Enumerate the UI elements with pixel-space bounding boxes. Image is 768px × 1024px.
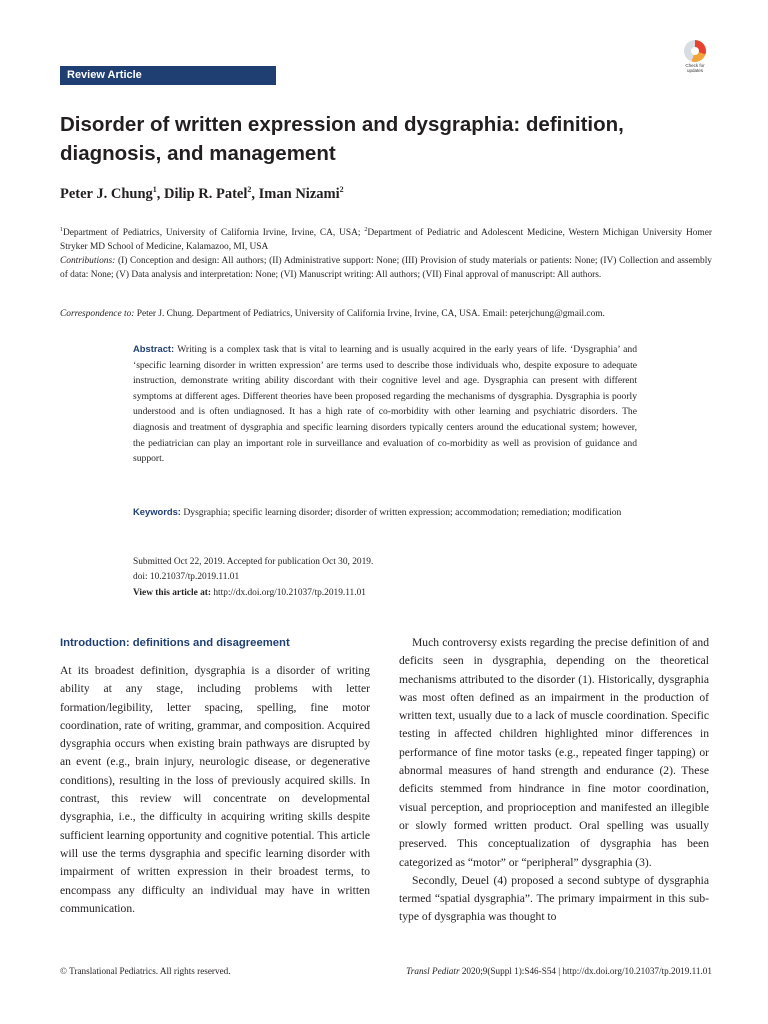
article-type-badge: Review Article [60,66,276,85]
author-affiliation-mark: 2 [339,185,344,194]
affiliation-text: Department of Pediatric and Adolescent Medicine, Western Michigan University Homer Stryker MD School of Medicine, Kalamazoo, MI, USA [60,228,712,253]
contributions [60,254,712,282]
author-affiliation-mark: 2 [247,185,252,194]
keywords-label: Keywords: [133,506,181,517]
body-paragraph: Much controversy exists regarding the precise definition of and deficits seen in dysgraphia, depending on the theoretical mechanisms attributed to the disorder (1). Historically, dysgraphia was most often defined as an impairment in the production of written text, usually due to a lack of muscle coordination. Specific testing in affected children highlighted minor differences in performance of fine motor tasks (e.g., repeated finger tapping) or abnormal measures of hand strength and endurance (2). These deficits stemmed from hindrance in fine motor coordination, visual perception, and proprioception and manifested an illegible or slowly formed written product. Oral spelling was usually preserved. This conceptualization of dysgraphia has been categorized as “motor” or “peripheral” dysgraphia (3). [399,636,709,869]
footer-journal: Transl Pediatr [406,966,460,976]
footer-citation [355,966,712,976]
body-column-right [399,634,709,927]
author-name: Peter J. Chung [60,185,153,202]
crossmark-icon [684,40,706,62]
view-article-line [133,586,373,601]
body-column-left [60,634,370,918]
abstract-text: Writing is a complex task that is vital to learning and is usually acquired in the early years of life. ‘Dysgraphia’ and ‘specific learning disorder in written expression’ are terms used to describe those individuals who, despite exposure to adequate instruction, demonstrate writing ability discordant with their cognitive level and age. Dysgraphia can present with different symptoms at different ages. Different theories have been proposed regarding the mechanisms of dysgraphia. Dysgraphia is poorly understood and is often undiagnosed. It has a high rate of co-morbidity with other learning and psychiatric disorders. The diagnosis and treatment of dysgraphia and specific learning disorders typically centers around the educational system; however, the pediatrician can play an important role in surveillance and evaluation of co-morbidity as well as provision of guidance and support. [133,344,637,465]
affiliation-number: 1 [60,227,63,233]
keywords-text: Dysgraphia; specific learning disorder; disorder of written expression; accommodation; remediation; modification [183,507,622,518]
contributions-text: (I) Conception and design: All authors; (II) Administrative support: None; (III) Provision of study materials or patients: None; (IV) Collection and assembly of data: None; (V) Data analysis and interpretation: None; (VI) Manuscript writing: All authors; (VII) Final approval of manuscript: All authors. [60,256,712,281]
correspondence-label: Correspondence to: [60,309,135,319]
view-article-link[interactable]: http://dx.doi.org/10.21037/tp.2019.11.01 [213,587,366,598]
contributions-label: Contributions: [60,256,116,266]
author-affiliation-mark: 1 [152,185,157,194]
check-for-updates-label: Check for updates [685,63,705,73]
footer-citation-text: 2020;9(Suppl 1):S46-S54 | http://dx.doi.org/10.21037/tp.2019.11.01 [461,966,712,976]
section-heading: Introduction: definitions and disagreement [60,637,290,649]
affiliations [60,223,712,255]
check-for-updates-badge[interactable] [680,40,710,73]
view-article-label: View this article at: [133,587,212,598]
author-name: Dilip R. Patel [164,185,248,202]
submission-dates: Submitted Oct 22, 2019. Accepted for publication Oct 30, 2019. [133,557,374,567]
affiliation-number: 2 [364,227,368,233]
abstract-label: Abstract: [133,343,175,354]
body-paragraph: At its broadest definition, dysgraphia is a disorder of writing ability at any stage, including problems with letter formation/legibility, letter spacing, spelling, fine motor coordination, rate of writing, grammar, and composition. Acquired dysgraphia occurs when existing brain pathways are disrupted by an event (e.g., brain injury, neurologic disease, or degenerative conditions), resulting in the loss of previously acquired skills. In contrast, this review will concentrate on developmental dysgraphia, i.e., the difficulty in acquiring writing skills despite sufficient learning opportunity and cognitive potential. This article will use the terms dysgraphia and specific learning disorder with impairment of written expression in their broadest terms, to encompass any difficulty an individual may have in written communication. [60,664,370,915]
correspondence [60,307,712,321]
keywords [133,504,637,521]
publication-info [133,555,373,601]
author-list: Peter J. Chung$^1$, Dilip R. Patel$^2$, Iman Nizami$^2$ [60,185,344,202]
author-name: Iman Nizami [258,185,340,202]
doi: doi: 10.21037/tp.2019.11.01 [133,572,240,583]
abstract [133,341,637,467]
correspondence-text: Peter J. Chung. Department of Pediatrics, University of California Irvine, Irvine, CA, USA. Email: peterjchung@gmail.com. [136,309,605,319]
footer-copyright: © Translational Pediatrics. All rights reserved. [60,966,231,976]
article-title: Disorder of written expression and dysgraphia: definition, diagnosis, and management [60,113,624,165]
affiliation-text: Department of Pediatrics, University of California Irvine, Irvine, CA, USA; [63,228,361,239]
body-paragraph: Secondly, Deuel (4) proposed a second subtype of dysgraphia termed “spatial dysgraphia”. The primary impairment in this sub-type of dysgraphia was thought to [399,873,709,924]
